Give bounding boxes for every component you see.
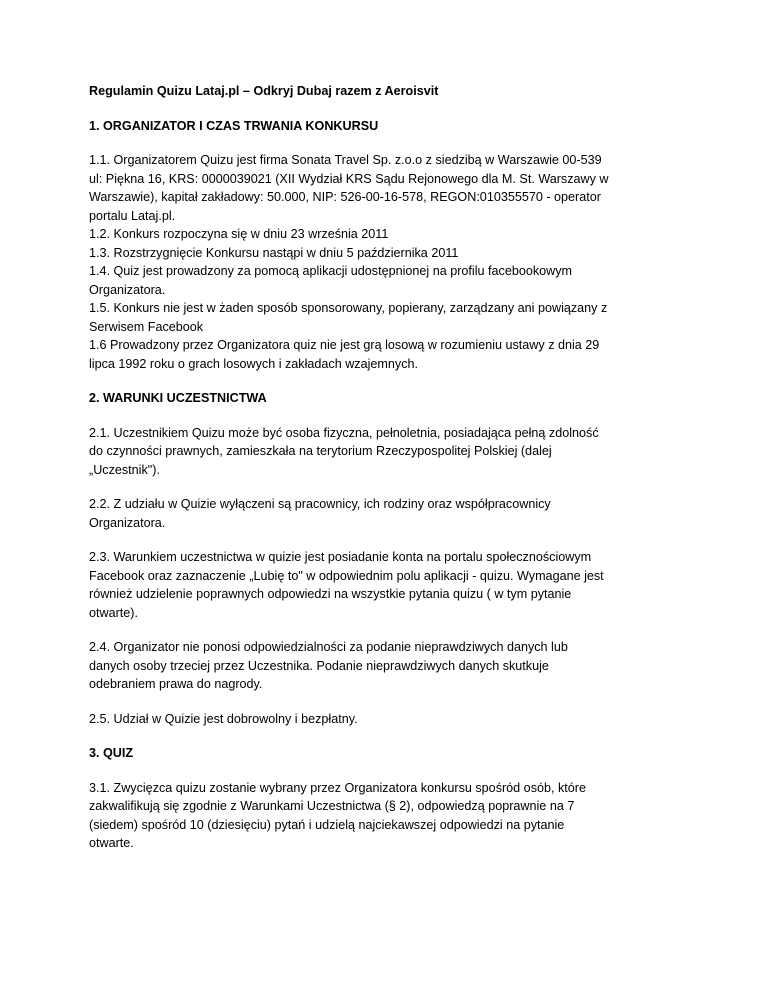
text-line: (siedem) spośród 10 (dziesięciu) pytań i udzielą najciekawszej odpowiedzi na pytanie	[89, 817, 565, 832]
text-line: otwarte).	[89, 605, 138, 620]
text-line: 2.5. Udział w Quizie jest dobrowolny i bezpłatny.	[89, 711, 358, 726]
paragraph-2-5	[89, 710, 689, 729]
text-line: 2.3. Warunkiem uczestnictwa w quizie jest posiadanie konta na portalu społecznościowym	[89, 550, 592, 564]
text-line: odebraniem prawa do nagrody.	[89, 677, 263, 691]
text-line: otwarte.	[89, 836, 134, 850]
section-1-body	[89, 151, 689, 373]
section-1-heading: 1. ORGANIZATOR I CZAS TRWANIA KONKURSU	[89, 118, 379, 133]
document-title: Regulamin Quizu Lataj.pl – Odkryj Dubaj razem z Aeroisvit	[89, 84, 439, 98]
text-line: 1.1. Organizatorem Quizu jest firma Sonata Travel Sp. z.o.o z siedzibą w Warszawie 00-539	[89, 153, 602, 167]
text-line: „Uczestnik").	[89, 462, 160, 477]
text-line: 2.4. Organizator nie ponosi odpowiedzialności za podanie nieprawdziwych danych lub	[89, 640, 568, 654]
text-line: 1.6 Prowadzony przez Organizatora quiz nie jest grą losową w rozumieniu ustawy z dnia 29	[89, 338, 600, 352]
text-line: do czynności prawnych, zamieszkała na terytorium Rzeczypospolitej Polskiej (dalej	[89, 444, 552, 458]
text-line: 2.2. Z udziału w Quizie wyłączeni są pracownicy, ich rodziny oraz współpracownicy	[89, 497, 551, 511]
section-2-heading: 2. WARUNKI UCZESTNICTWA	[89, 391, 267, 405]
text-line: ul: Piękna 16, KRS: 0000039021 (XII Wydział KRS Sądu Rejonowego dla M. St. Warszawy w	[89, 171, 609, 186]
paragraph-2-4	[89, 638, 689, 694]
text-line: 2.1. Uczestnikiem Quizu może być osoba fizyczna, pełnoletnia, posiadająca pełną zdolność	[89, 425, 599, 440]
text-line: 1.3. Rozstrzygnięcie Konkursu nastąpi w dniu 5 października 2011	[89, 245, 459, 260]
paragraph-2-3	[89, 548, 689, 622]
text-line: również udzielenie poprawnych odpowiedzi na wszystkie pytania quizu ( w tym pytanie	[89, 587, 572, 601]
text-line: danych osoby trzeciej przez Uczestnika. Podanie nieprawdziwych danych skutkuje	[89, 658, 549, 673]
text-line: lipca 1992 roku o grach losowych i zakładach wzajemnych.	[89, 356, 419, 371]
text-line: 1.5. Konkurs nie jest w żaden sposób sponsorowany, popierany, zarządzany ani powiązany z	[89, 301, 608, 315]
text-line: Serwisem Facebook	[89, 319, 204, 334]
document-page	[89, 82, 689, 869]
text-line: 1.4. Quiz jest prowadzony za pomocą aplikacji udostępnionej na profilu facebookowym	[89, 264, 573, 278]
text-line: Warszawie), kapitał zakładowy: 50.000, NIP: 526-00-16-578, REGON:010355570 - operator	[89, 190, 601, 204]
paragraph-3-1	[89, 779, 689, 853]
paragraph-2-2	[89, 495, 689, 532]
text-line: 1.2. Konkurs rozpoczyna się w dniu 23 września 2011	[89, 227, 389, 241]
section-3-heading: 3. QUIZ	[89, 746, 134, 760]
text-line: Facebook oraz zaznaczenie „Lubię to" w odpowiednim polu aplikacji - quizu. Wymagane jest	[89, 568, 604, 583]
text-line: portalu Lataj.pl.	[89, 208, 176, 223]
text-line: zakwalifikują się zgodnie z Warunkami Uczestnictwa (§ 2), odpowiedzą poprawnie na 7	[89, 799, 575, 813]
text-line: Organizatora.	[89, 282, 166, 297]
text-line: Organizatora.	[89, 515, 166, 530]
text-line: 3.1. Zwycięzca quizu zostanie wybrany przez Organizatora konkursu spośród osób, które	[89, 780, 586, 795]
paragraph-2-1	[89, 424, 689, 480]
